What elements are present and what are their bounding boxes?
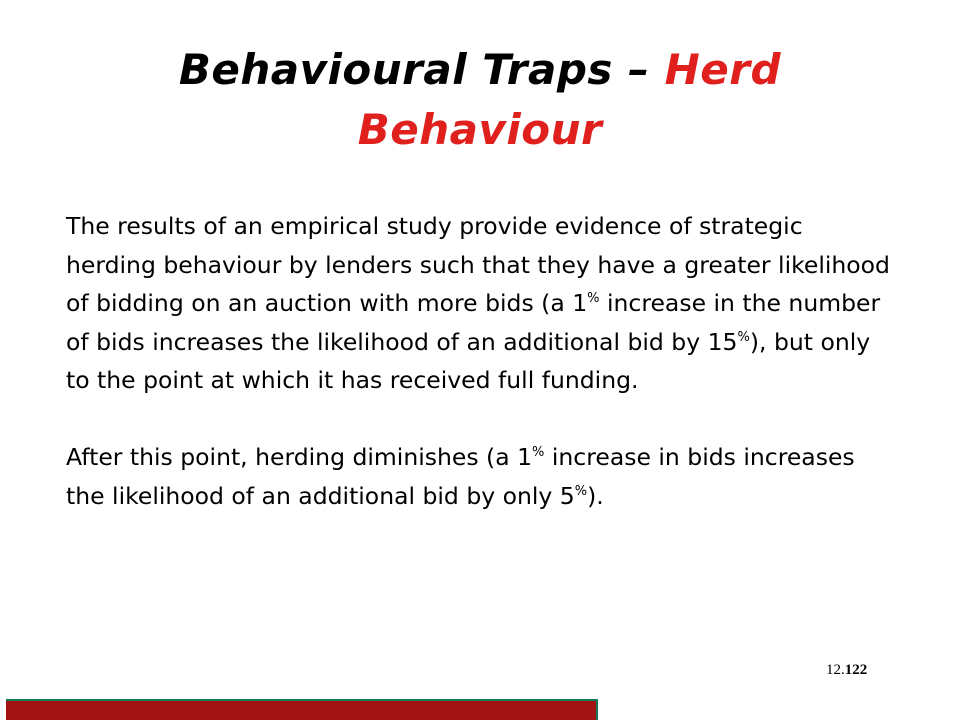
body-text [66, 207, 896, 515]
paragraph-1-text-a: The results of an empirical study provide evidence of strategic herding behaviour by lenders such that they have a greater likelihood of bidding on an auction with more bids (a 1 [66, 212, 890, 317]
percent-sign: % [737, 329, 750, 345]
footer-bar [6, 699, 598, 720]
paragraph-2 [66, 438, 896, 515]
percent-sign: % [574, 483, 588, 499]
slide-title [0, 40, 960, 160]
paragraph-2-text-c: ). [587, 481, 604, 510]
paragraph-1-text-c: ), but only to the point at which it has received full funding. [66, 327, 871, 394]
title-main: Behavioural Traps – [178, 45, 665, 94]
paragraph-2-text-b: increase in bids increases the likelihood of an additional bid by only 5 [66, 443, 855, 510]
slide-number-suffix: 122 [844, 662, 868, 678]
paragraph-2-text-a: After this point, herding diminishes (a 1 [66, 443, 533, 471]
title-accent-behaviour: Behaviour [357, 105, 603, 154]
percent-sign: % [587, 291, 600, 306]
slide-number [826, 662, 867, 679]
paragraph-1 [66, 207, 896, 400]
percent-sign: % [532, 445, 545, 460]
slide-number-prefix: 12. [826, 662, 845, 678]
paragraph-1-text-b: increase in the number of bids increases the likelihood of an additional bid by 15 [66, 289, 881, 356]
title-accent-herd: Herd [664, 45, 782, 94]
